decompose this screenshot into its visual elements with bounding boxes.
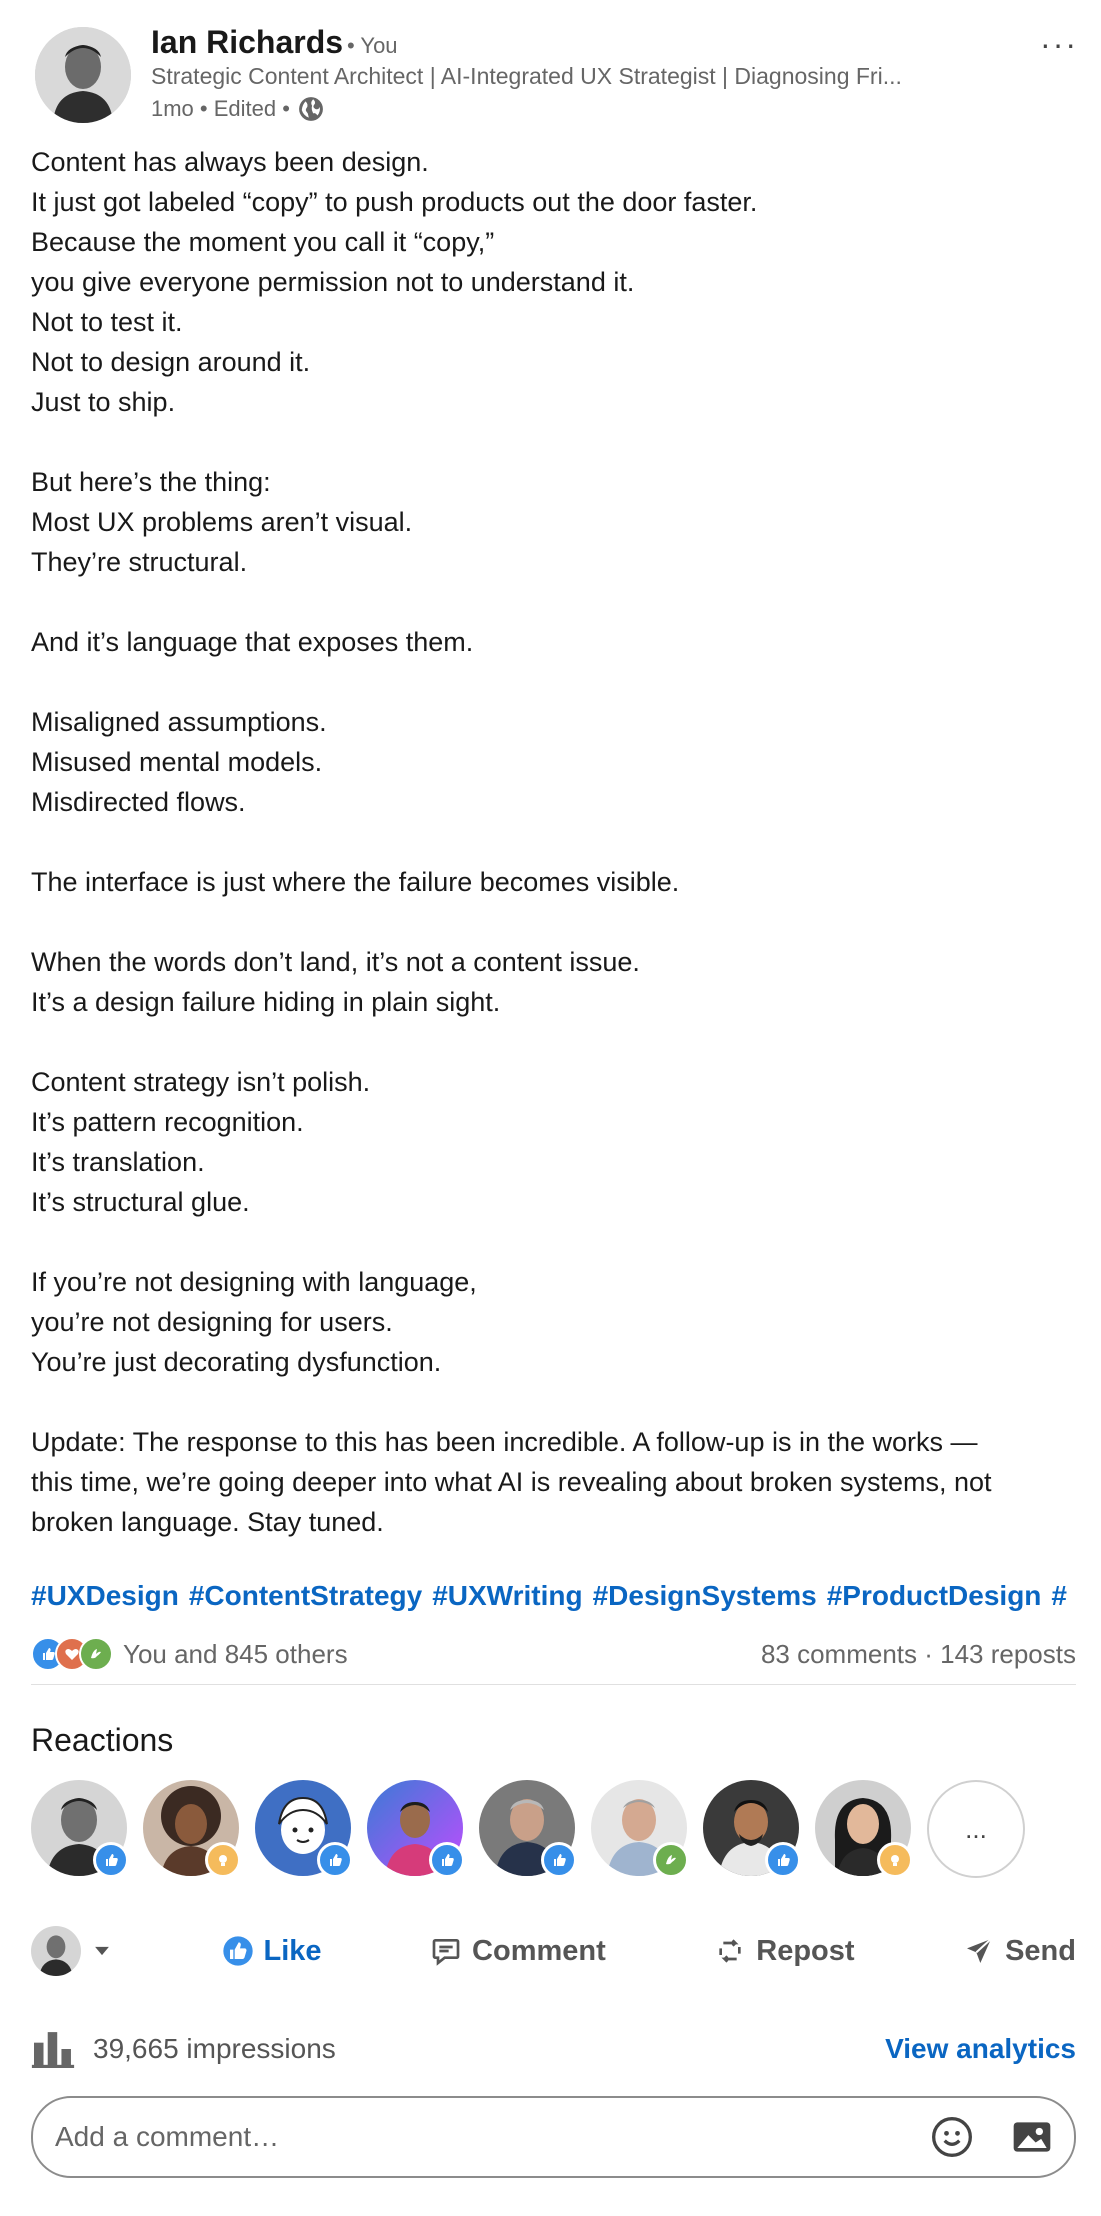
action-bar bbox=[31, 1920, 1076, 1982]
reactor-avatar[interactable] bbox=[367, 1780, 463, 1876]
emoji-icon[interactable] bbox=[930, 2115, 974, 2159]
post-line: If you’re not designing with language, bbox=[31, 1267, 477, 1297]
post-line: Not to test it. bbox=[31, 307, 183, 337]
repost-label: Repost bbox=[756, 1934, 855, 1967]
author-headline: Strategic Content Architect | AI-Integrated UX Strategist | Diagnosing Fri... bbox=[151, 63, 902, 89]
post-paragraph bbox=[31, 1062, 1076, 1222]
author-avatar[interactable] bbox=[35, 27, 131, 123]
comment-button[interactable] bbox=[430, 1935, 606, 1968]
post-line: But here’s the thing: bbox=[31, 467, 271, 497]
repost-button[interactable] bbox=[714, 1935, 854, 1968]
like-button[interactable] bbox=[222, 1935, 322, 1968]
impressions-count: 39,665 impressions bbox=[93, 2033, 336, 2064]
like-icon bbox=[222, 1935, 254, 1967]
comment-box bbox=[31, 2096, 1076, 2178]
post-line: Update: The response to this has been incredible. A follow-up is in the works — bbox=[31, 1427, 978, 1457]
insightful-badge-icon bbox=[205, 1842, 241, 1878]
repost-icon bbox=[714, 1935, 746, 1967]
post-line: It just got labeled “copy” to push products out the door faster. bbox=[31, 187, 758, 217]
post-line: And it’s language that exposes them. bbox=[31, 627, 474, 657]
post-paragraph bbox=[31, 862, 1076, 902]
hashtag-link[interactable]: #UXDesign bbox=[31, 1580, 179, 1611]
post-line: It’s pattern recognition. bbox=[31, 1107, 304, 1137]
like-badge-icon bbox=[541, 1842, 577, 1878]
image-icon[interactable] bbox=[1010, 2115, 1054, 2159]
caret-down-icon bbox=[91, 1940, 113, 1962]
support-badge-icon bbox=[653, 1842, 689, 1878]
post-line: Misdirected flows. bbox=[31, 787, 246, 817]
like-label: Like bbox=[263, 1934, 322, 1967]
support-reaction-icon bbox=[79, 1637, 113, 1671]
bar-chart-icon bbox=[31, 2030, 75, 2068]
reactor-avatar[interactable] bbox=[591, 1780, 687, 1876]
reactor-avatar[interactable] bbox=[31, 1780, 127, 1876]
comment-icon bbox=[430, 1935, 462, 1967]
post-line: Content strategy isn’t polish. bbox=[31, 1067, 371, 1097]
view-analytics-link[interactable]: View analytics bbox=[885, 2033, 1076, 2064]
post-as-selector[interactable] bbox=[31, 1926, 113, 1976]
reactor-avatar[interactable] bbox=[143, 1780, 239, 1876]
hashtag-link[interactable]: #UXWriting bbox=[432, 1580, 583, 1611]
reactors-list bbox=[31, 1780, 1025, 1878]
post-line: this time, we’re going deeper into what AI is revealing about broken systems, not bbox=[31, 1467, 992, 1497]
send-button[interactable] bbox=[963, 1935, 1076, 1968]
hashtag-link[interactable]: # bbox=[1051, 1580, 1067, 1611]
post-paragraph bbox=[31, 462, 1076, 582]
post-line: The interface is just where the failure becomes visible. bbox=[31, 867, 680, 897]
post-line: Content has always been design. bbox=[31, 147, 429, 177]
post-line: Because the moment you call it “copy,” bbox=[31, 227, 495, 257]
post-line: You’re just decorating dysfunction. bbox=[31, 1347, 442, 1377]
reactor-avatar[interactable] bbox=[703, 1780, 799, 1876]
more-reactors-button[interactable]: ... bbox=[927, 1780, 1025, 1878]
reactions-title: Reactions bbox=[31, 1722, 174, 1758]
post-line: Not to design around it. bbox=[31, 347, 311, 377]
more-options-button[interactable]: ··· bbox=[1040, 26, 1078, 62]
reactor-avatar[interactable] bbox=[815, 1780, 911, 1876]
post-line: When the words don’t land, it’s not a content issue. bbox=[31, 947, 640, 977]
impressions-row bbox=[31, 2030, 1076, 2068]
divider bbox=[31, 1684, 1076, 1685]
self-avatar bbox=[31, 1926, 81, 1976]
hashtags bbox=[31, 1580, 1076, 1612]
hashtag-link[interactable]: #ProductDesign bbox=[826, 1580, 1042, 1611]
send-label: Send bbox=[1005, 1934, 1076, 1967]
reactor-avatar[interactable] bbox=[255, 1780, 351, 1876]
post-line: broken language. Stay tuned. bbox=[31, 1507, 384, 1537]
post-paragraph bbox=[31, 1422, 1076, 1542]
comments-reposts-count[interactable]: 83 comments · 143 reposts bbox=[760, 1638, 1076, 1669]
post-line: It’s a design failure hiding in plain sight. bbox=[31, 987, 501, 1017]
post-line: you’re not designing for users. bbox=[31, 1307, 393, 1337]
post-line: It’s structural glue. bbox=[31, 1187, 250, 1217]
reaction-icons[interactable] bbox=[31, 1637, 113, 1671]
reactor-avatar[interactable] bbox=[479, 1780, 575, 1876]
post-paragraph bbox=[31, 942, 1076, 1022]
send-icon bbox=[963, 1935, 995, 1967]
post-line: Misused mental models. bbox=[31, 747, 323, 777]
comment-input[interactable] bbox=[53, 2120, 877, 2154]
reactions-summary[interactable]: You and 845 others bbox=[123, 1638, 348, 1669]
like-badge-icon bbox=[317, 1842, 353, 1878]
post-paragraph bbox=[31, 702, 1076, 822]
post-line: you give everyone permission not to understand it. bbox=[31, 267, 635, 297]
post-meta bbox=[151, 96, 324, 122]
like-badge-icon bbox=[429, 1842, 465, 1878]
globe-icon bbox=[298, 96, 324, 122]
post-line: It’s translation. bbox=[31, 1147, 205, 1177]
post-line: Most UX problems aren’t visual. bbox=[31, 507, 413, 537]
social-counts bbox=[31, 1636, 1076, 1672]
hashtag-link[interactable]: #DesignSystems bbox=[592, 1580, 817, 1611]
hashtag-link[interactable]: #ContentStrategy bbox=[188, 1580, 423, 1611]
post-line: Just to ship. bbox=[31, 387, 176, 417]
comment-label: Comment bbox=[472, 1934, 606, 1967]
post-line: Misaligned assumptions. bbox=[31, 707, 327, 737]
insightful-badge-icon bbox=[877, 1842, 913, 1878]
you-label: • You bbox=[347, 33, 398, 58]
post-meta-text: 1mo • Edited • bbox=[151, 96, 290, 121]
post-paragraph bbox=[31, 1262, 1076, 1382]
post-paragraph bbox=[31, 622, 1076, 662]
author-name[interactable]: Ian Richards bbox=[151, 24, 344, 60]
like-badge-icon bbox=[93, 1842, 129, 1878]
like-badge-icon bbox=[765, 1842, 801, 1878]
post-line: They’re structural. bbox=[31, 547, 248, 577]
post-header bbox=[31, 0, 1076, 142]
post-paragraph bbox=[31, 142, 1076, 422]
post-body bbox=[31, 142, 1076, 1542]
